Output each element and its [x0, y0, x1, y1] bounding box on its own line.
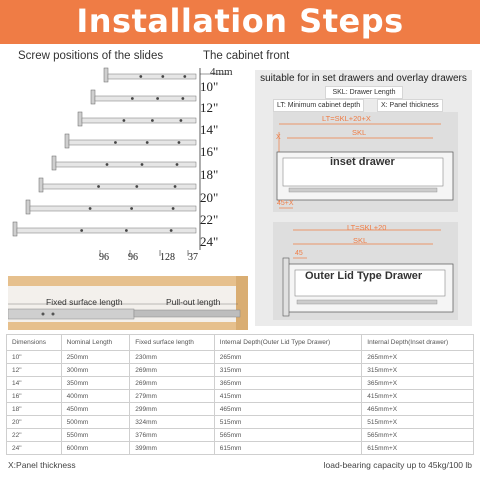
slide-end-bracket: [104, 68, 108, 82]
spec-table: [6, 334, 474, 455]
slide-rail: [69, 140, 196, 145]
table-cell: 279mm: [130, 390, 214, 403]
screw-hole: [135, 185, 138, 188]
size-label-20: 20": [200, 190, 219, 205]
table-cell: 299mm: [130, 403, 214, 416]
screw-measurement: 128: [160, 252, 175, 263]
table-row: [7, 364, 474, 377]
table-cell: 22": [7, 429, 62, 442]
table-cell: 350mm: [61, 377, 130, 390]
screw-hole: [97, 185, 100, 188]
pull-out-label: Pull-out length: [166, 297, 221, 307]
screw-hole: [130, 207, 133, 210]
screw-hole: [141, 163, 144, 166]
slide-end-bracket: [26, 200, 30, 214]
slide-rail: [56, 162, 196, 167]
table-header-row: [7, 335, 474, 351]
table-cell: 515mm: [214, 416, 362, 429]
x-definition: X: Panel thickness: [377, 99, 443, 112]
screw-hole: [106, 163, 109, 166]
slide-end-bracket: [39, 178, 43, 192]
table-cell: 300mm: [61, 364, 130, 377]
slide-rail: [95, 96, 196, 101]
installation-requirements-panel: [255, 70, 472, 326]
size-label-16: 16": [200, 144, 219, 159]
inset-skl-label: SKL: [352, 128, 367, 137]
gap-label: 4mm: [210, 66, 233, 78]
table-cell: 10": [7, 351, 62, 364]
slide-row: [39, 178, 196, 192]
table-cell: 515mm+X: [362, 416, 474, 429]
table-cell: 615mm+X: [362, 442, 474, 455]
screw-hole: [178, 141, 181, 144]
slide-row: [52, 156, 196, 170]
table-cell: 12": [7, 364, 62, 377]
fixed-surface-label: Fixed surface length: [46, 297, 123, 307]
table-cell: 376mm: [130, 429, 214, 442]
table-cell: 269mm: [130, 377, 214, 390]
skl-definition: SKL: Drawer Length: [325, 86, 403, 99]
size-label-22: 22": [200, 212, 219, 227]
page-title: Installation Steps: [76, 2, 404, 40]
slide-rail: [30, 206, 196, 211]
table-row: [7, 442, 474, 455]
table-row: [7, 390, 474, 403]
table-cell: 16": [7, 390, 62, 403]
slide-rail: [17, 228, 196, 233]
header-nominal-length: Nominal Length: [61, 335, 130, 351]
header-depth-outer-lid: Internal Depth(Outer Lid Type Drawer): [214, 335, 362, 351]
table-cell: 415mm+X: [362, 390, 474, 403]
table-cell: 500mm: [61, 416, 130, 429]
screw-positions-label: Screw positions of the slides: [18, 50, 164, 62]
table-cell: 465mm: [214, 403, 362, 416]
overlay-dim-label: 45: [295, 250, 303, 257]
slide-row: [65, 134, 196, 148]
overlay-skl-label: SKL: [353, 236, 368, 245]
screw-hole: [180, 119, 183, 122]
table-cell: 269mm: [130, 364, 214, 377]
footer-panel-thickness: X:Panel thickness: [8, 460, 76, 470]
slide-row: [13, 222, 196, 236]
screw-measurement: 96: [99, 252, 109, 263]
table-cell: 615mm: [214, 442, 362, 455]
header-fixed-surface-length: Fixed surface length: [130, 335, 214, 351]
screw-hole: [174, 185, 177, 188]
screw-hole: [183, 75, 186, 78]
slide-end-bracket: [13, 222, 17, 236]
screw-hole: [80, 229, 83, 232]
table-cell: 250mm: [61, 351, 130, 364]
table-cell: 550mm: [61, 429, 130, 442]
screw-hole: [139, 75, 142, 78]
overlay-drawer-label: Outer Lid Type Drawer: [305, 270, 423, 282]
slide-end-bracket: [65, 134, 69, 148]
inset-bottom-label: 45+X: [277, 200, 294, 207]
size-label-18: 18": [200, 167, 219, 182]
header-dimensions: Dimensions: [7, 335, 62, 351]
slide-end-bracket: [52, 156, 56, 170]
size-label-14: 14": [200, 122, 219, 137]
slide-end-bracket: [78, 112, 82, 126]
table-row: [7, 429, 474, 442]
panel-title: suitable for in set drawers and overlay drawers: [260, 73, 467, 84]
screw-hole: [176, 163, 179, 166]
size-label-10: 10": [200, 79, 219, 94]
title-banner: [0, 0, 480, 44]
table-cell: 24": [7, 442, 62, 455]
dimensions-table: [6, 334, 474, 455]
screw-hole: [181, 97, 184, 100]
slide-row: [91, 90, 196, 104]
footer-load-capacity: load-bearing capacity up to 45kg/100 lb: [323, 460, 472, 470]
screw-hole: [123, 119, 126, 122]
table-row: [7, 403, 474, 416]
screw-hole: [125, 229, 128, 232]
table-cell: 20": [7, 416, 62, 429]
slide-end-bracket: [91, 90, 95, 104]
cabinet-front-label: The cabinet front: [203, 50, 290, 62]
slide-row: [78, 112, 196, 126]
screw-hole: [172, 207, 175, 210]
slide-rail: [82, 118, 196, 123]
table-cell: 14": [7, 377, 62, 390]
table-cell: 365mm: [214, 377, 362, 390]
table-cell: 450mm: [61, 403, 130, 416]
table-cell: 265mm+X: [362, 351, 474, 364]
table-cell: 565mm+X: [362, 429, 474, 442]
screw-measurement: 37: [188, 252, 198, 263]
screw-hole: [89, 207, 92, 210]
slide-rail: [43, 184, 196, 189]
header-depth-inset: Internal Depth(Inset drawer): [362, 335, 474, 351]
screw-hole: [170, 229, 173, 232]
inset-drawer-label: inset drawer: [330, 156, 395, 168]
table-row: [7, 351, 474, 364]
screw-hole: [131, 97, 134, 100]
table-cell: 315mm+X: [362, 364, 474, 377]
table-cell: 400mm: [61, 390, 130, 403]
slide-row: [26, 200, 196, 214]
screw-hole: [156, 97, 159, 100]
table-cell: 565mm: [214, 429, 362, 442]
screw-hole: [114, 141, 117, 144]
slide-rail: [108, 74, 196, 79]
table-row: [7, 377, 474, 390]
size-label-24: 24": [200, 234, 219, 249]
table-cell: 18": [7, 403, 62, 416]
size-label-12: 12": [200, 100, 219, 115]
table-cell: 230mm: [130, 351, 214, 364]
screw-hole: [161, 75, 164, 78]
table-cell: 600mm: [61, 442, 130, 455]
lt-definition: LT: Minimum cabinet depth: [273, 99, 364, 112]
screw-hole: [151, 119, 154, 122]
screw-hole: [146, 141, 149, 144]
table-cell: 324mm: [130, 416, 214, 429]
inset-lt-formula: LT=SKL+20+X: [322, 114, 371, 123]
table-cell: 365mm+X: [362, 377, 474, 390]
slide-row: [104, 68, 196, 82]
table-cell: 399mm: [130, 442, 214, 455]
inset-x-label: X: [276, 134, 281, 141]
table-cell: 415mm: [214, 390, 362, 403]
table-cell: 315mm: [214, 364, 362, 377]
table-row: [7, 416, 474, 429]
screw-measurement: 96: [128, 252, 138, 263]
table-cell: 465mm+X: [362, 403, 474, 416]
table-cell: 265mm: [214, 351, 362, 364]
overlay-lt-formula: LT=SKL+20: [347, 223, 387, 232]
